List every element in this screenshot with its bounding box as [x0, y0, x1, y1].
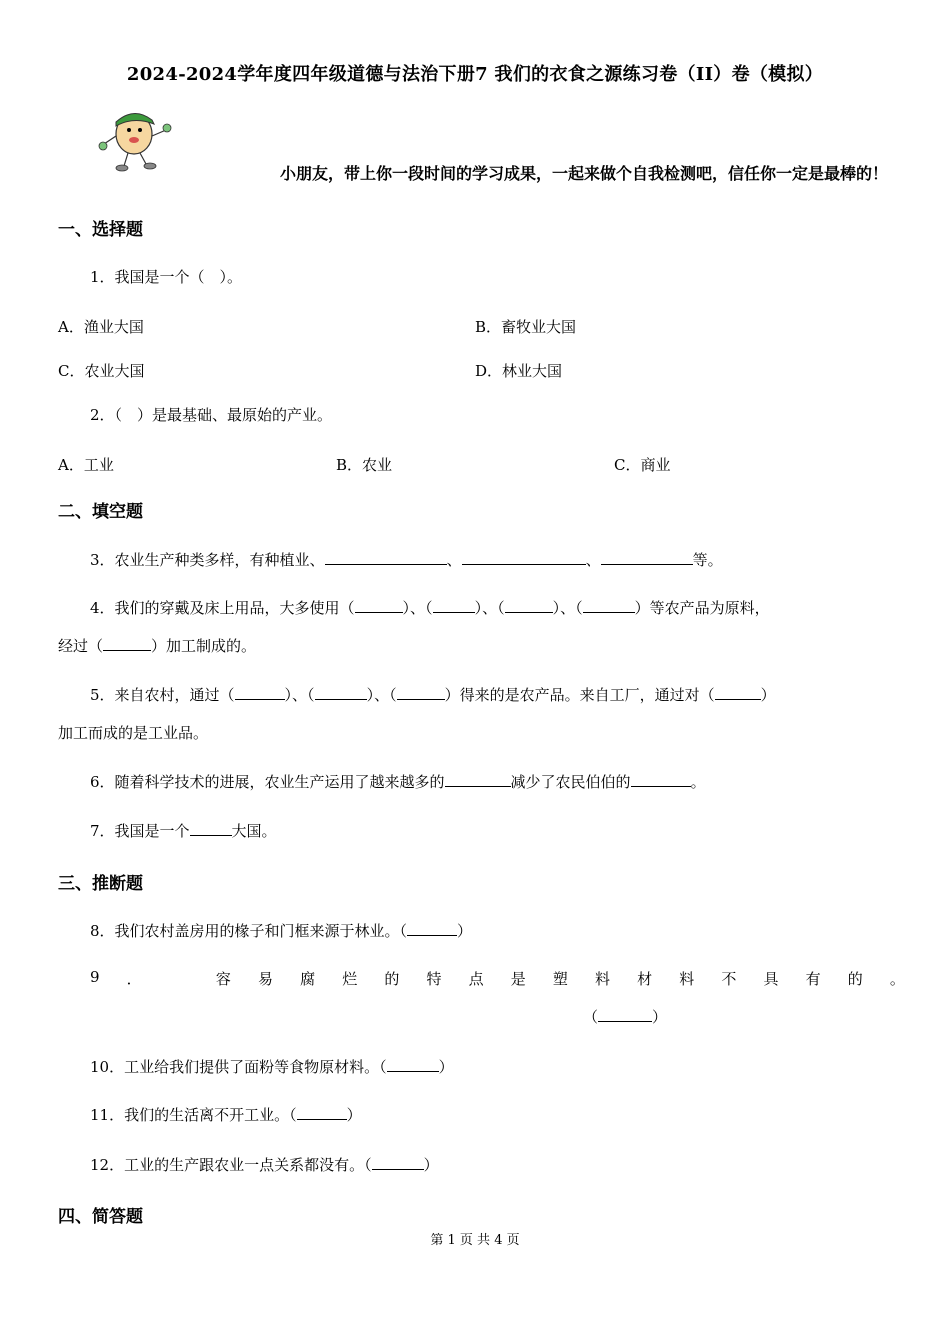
- answer-blank[interactable]: [397, 684, 445, 700]
- question-2-option-a: A．工业: [58, 456, 114, 474]
- question-9-line-1: [90, 968, 905, 989]
- question-9-char: 是: [510, 970, 526, 988]
- question-4-line-1: [90, 597, 770, 618]
- answer-blank[interactable]: [715, 684, 761, 700]
- question-9-char: 9: [90, 968, 100, 986]
- question-9-char: 容: [215, 970, 231, 988]
- question-9-char: 材: [637, 970, 653, 988]
- question-11-text-2: ）: [346, 1106, 362, 1124]
- question-3-text-2: 、: [446, 551, 462, 569]
- question-9-char: 腐: [300, 970, 316, 988]
- question-9-char: 具: [763, 970, 779, 988]
- question-12-text-1: 12．工业的生产跟农业一点关系都没有。（: [90, 1156, 372, 1174]
- question-9-char: 易: [258, 970, 274, 988]
- spacer: [169, 968, 189, 989]
- answer-blank[interactable]: [407, 920, 457, 936]
- question-9-char: 不: [721, 970, 737, 988]
- question-6: [90, 771, 706, 792]
- question-9-line-2: [583, 1006, 667, 1027]
- question-4-text-1: 4．我们的穿戴及床上用品，大多使用（: [90, 599, 355, 617]
- question-3-text-3: 、: [585, 551, 601, 569]
- question-6-text-1: 6．随着科学技术的进展，农业生产运用了越来越多的: [90, 773, 445, 791]
- question-6-text-2: 减少了农民伯伯的: [510, 773, 631, 791]
- answer-blank[interactable]: [505, 597, 553, 613]
- question-8-text-1: 8．我们农村盖房用的椽子和门框来源于林业。（: [90, 922, 408, 940]
- answer-blank[interactable]: [190, 820, 232, 836]
- question-2-option-b: B．农业: [336, 456, 393, 474]
- question-10-text-1: 10．工业给我们提供了面粉等食物原材料。（: [90, 1058, 387, 1076]
- section-heading-short-answer: 四、简答题: [58, 1207, 143, 1227]
- question-11-text-1: 11．我们的生活离不开工业。（: [90, 1106, 297, 1124]
- question-7-text-1: 7．我国是一个: [90, 822, 190, 840]
- section-heading-fill: 二、填空题: [58, 502, 143, 522]
- answer-blank[interactable]: [103, 635, 151, 651]
- question-9-char: 料: [595, 970, 611, 988]
- answer-blank[interactable]: [433, 597, 475, 613]
- question-4-text-6: 经过（: [58, 637, 104, 655]
- question-1-option-d: D．林业大国: [475, 362, 563, 380]
- question-5-text-2: ）、（: [284, 686, 315, 704]
- question-12: [90, 1154, 439, 1175]
- question-8: [90, 920, 472, 941]
- question-5-text-3: ）、（: [366, 686, 397, 704]
- question-4-text-7: ）加工制成的。: [151, 637, 257, 655]
- answer-blank[interactable]: [601, 549, 693, 565]
- question-4-text-2: ）、（: [402, 599, 433, 617]
- question-10: [90, 1056, 454, 1077]
- question-3-text-4: 等。: [692, 551, 723, 569]
- question-4-text-4: ）、（: [552, 599, 583, 617]
- question-9-char: 烂: [342, 970, 358, 988]
- answer-blank[interactable]: [355, 597, 403, 613]
- question-6-text-3: 。: [690, 773, 706, 791]
- question-3: [90, 549, 723, 570]
- answer-blank[interactable]: [598, 1006, 652, 1022]
- question-9-char: 塑: [552, 970, 568, 988]
- question-5-text-5: ）: [760, 686, 776, 704]
- question-9-char: 的: [847, 970, 863, 988]
- page-title: 2024-2024学年度四年级道德与法治下册7 我们的衣食之源练习卷（II）卷（模拟）: [126, 64, 824, 85]
- answer-blank[interactable]: [387, 1056, 439, 1072]
- question-9-char: 的: [384, 970, 400, 988]
- question-3-text-1: 3．农业生产种类多样，有种植业、: [90, 551, 325, 569]
- question-12-text-2: ）: [423, 1156, 439, 1174]
- answer-blank[interactable]: [315, 684, 367, 700]
- question-4-text-3: ）、（: [474, 599, 505, 617]
- question-1-option-c: C．农业大国: [58, 362, 145, 380]
- question-1-option-a: A．渔业大国: [58, 318, 144, 336]
- question-9-char: 有: [805, 970, 821, 988]
- question-5-text-4: ）得来的是农产品。来自工厂，通过对（: [444, 686, 715, 704]
- question-9-paren-open: （: [583, 1008, 599, 1026]
- question-11: [90, 1104, 362, 1125]
- answer-blank[interactable]: [235, 684, 285, 700]
- question-2-option-c: C．商业: [614, 456, 671, 474]
- question-9-paren-close: ）: [652, 1008, 668, 1026]
- question-1-stem: 1．我国是一个（ ）。: [90, 268, 243, 286]
- question-1-option-b: B．畜牧业大国: [475, 318, 577, 336]
- intro-text: 小朋友，带上你一段时间的学习成果，一起来做个自我检测吧，信任你一定是最棒的！: [279, 164, 888, 183]
- answer-blank[interactable]: [297, 1104, 347, 1120]
- question-9-char: ．: [126, 970, 142, 988]
- section-heading-choice: 一、选择题: [58, 220, 143, 240]
- question-8-text-2: ）: [457, 922, 473, 940]
- question-9-char: 料: [679, 970, 695, 988]
- question-7-text-2: 大国。: [231, 822, 277, 840]
- answer-blank[interactable]: [445, 771, 511, 787]
- question-10-text-2: ）: [438, 1058, 454, 1076]
- section-heading-judge: 三、推断题: [58, 874, 143, 894]
- question-9-char: 特: [426, 970, 442, 988]
- question-4-text-5: ）等农产品为原料，: [634, 599, 770, 617]
- answer-blank[interactable]: [631, 771, 691, 787]
- question-4-line-2: [58, 635, 256, 656]
- question-9-char: 点: [468, 970, 484, 988]
- question-9-char: 。: [889, 970, 905, 988]
- answer-blank[interactable]: [372, 1154, 424, 1170]
- question-5-line-2: 加工而成的是工业品。: [58, 724, 209, 742]
- page-footer: 第 1 页 共 4 页: [430, 1233, 520, 1248]
- answer-blank[interactable]: [462, 549, 586, 565]
- question-2-stem: 2．（ ）是最基础、最原始的产业。: [90, 406, 333, 424]
- answer-blank[interactable]: [325, 549, 447, 565]
- question-5-text-1: 5．来自农村，通过（: [90, 686, 235, 704]
- answer-blank[interactable]: [583, 597, 635, 613]
- cartoon-mascot-illustration: [96, 106, 174, 176]
- question-7: [90, 820, 277, 841]
- question-5-line-1: [90, 684, 776, 705]
